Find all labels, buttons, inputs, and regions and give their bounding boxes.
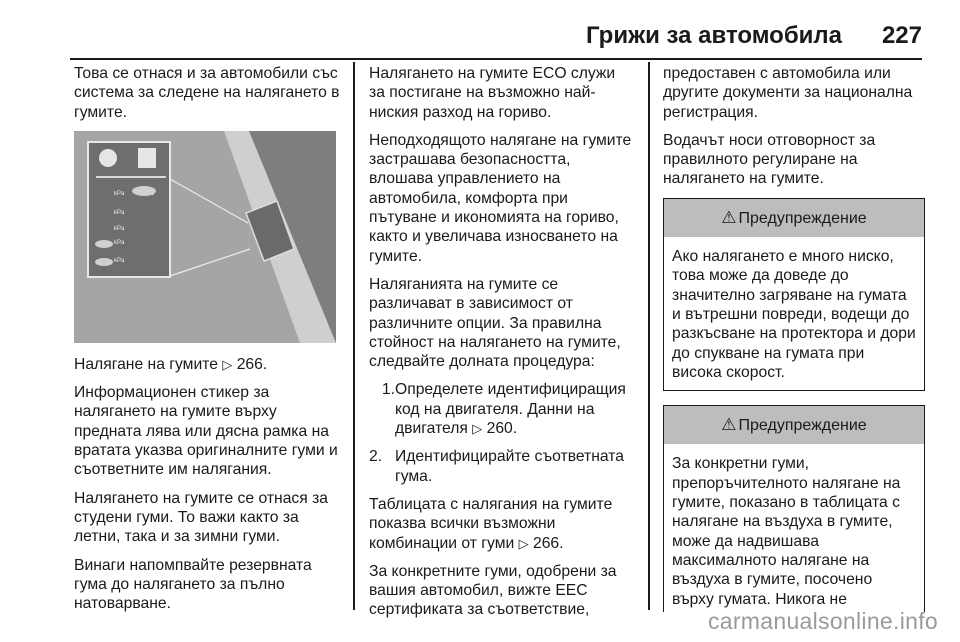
callout-line — [170, 249, 250, 276]
cold-tires-paragraph: Налягането на гумите се отнася за студени гуми. То важи както за летни, така и за зимни гуми. — [74, 489, 329, 546]
safety-paragraph: Неподходящото налягане на гумите застрашава безопасността, влошава управлението на автомобила, комфорта при пътуване и икономията на гориво, както и увеличава износването на гумите. — [369, 131, 632, 265]
eec-paragraph: За конкретните гуми, одобрени за вашия автомобил, вижте ЕЕС сертификата за съответствие, — [369, 562, 617, 619]
column-divider-2 — [648, 62, 650, 610]
column-divider-1 — [353, 62, 355, 610]
options-paragraph: Наляганията на гумите се различават в зависимост от различните опции. За правилна стойност на налягането на гумите, следвайте долната процедура: — [369, 275, 621, 371]
warning-body: За конкретни гуми, препоръчителното налягане на гумите, показано в таблицата с налягане на въздуха в гумите, може да надвишава максималното налягане на въздуха в гумите, посочено върху гумата. Никога не — [672, 455, 901, 608]
watermark: carmanualsonline.info — [707, 608, 938, 634]
intro-paragraph: Това се отнася и за автомобили със система за следене на налягането в гумите. — [74, 65, 340, 121]
eco-paragraph: Налягането на гумите ECO служи за постигане на възможно най-ниския разход на гориво. — [369, 65, 616, 121]
sticker-row-1: kPa — [114, 190, 125, 197]
page-reference-icon: ▷ — [222, 356, 233, 372]
warning-header: ⚠ Предупреждение — [664, 199, 924, 237]
page-reference-icon: ▷ — [518, 535, 529, 551]
page-title: Грижи за автомобила — [585, 22, 842, 49]
tire-sticker-photo — [74, 131, 336, 343]
warning-body: Ако налягането е много ниско, това може да доведе до значително загряване на гумата и вътрешни повреди, водещи до разкъсване на протектора и дори до спукване на гумата при висока скорост. — [672, 248, 916, 381]
car-icon — [95, 240, 113, 248]
sticker-row-4: kPa — [114, 239, 125, 246]
page-header — [0, 0, 960, 60]
procedure-step-1: 1.Определете идентифициращия код на двигателя. Данни на двигателя ▷ 260. — [381, 381, 626, 438]
warning-header: ⚠ Предупреждение — [664, 406, 924, 444]
door-frame-illustration — [74, 131, 336, 343]
procedure-list — [369, 380, 634, 485]
driver-responsibility-paragraph: Водачът носи отговорност за правилното регулиране на налягането на гумите. — [663, 131, 876, 188]
warning-triangle-icon: ⚠ — [721, 207, 737, 227]
manual-icon — [99, 149, 117, 167]
page-number: 227 — [881, 22, 922, 49]
header-divider — [70, 58, 922, 60]
warning-box-2 — [663, 405, 925, 612]
registration-paragraph: предоставен с автомобила или другите документи за национална регистрация. — [663, 65, 913, 121]
warning-triangle-icon: ⚠ — [721, 415, 737, 435]
callout-line — [170, 179, 248, 223]
table-paragraph: Таблицата с налягания на гумите показва всички възможни комбинации от гуми ▷ 266. — [369, 495, 613, 552]
sticker-row-5: kPa — [114, 257, 125, 264]
car-icon — [132, 186, 156, 196]
column-3 — [663, 64, 925, 626]
sticker-row-2: kPa — [114, 209, 125, 216]
sticker-row-3: kPa — [114, 225, 125, 232]
warning-box-1 — [663, 198, 925, 391]
spare-tire-paragraph: Винаги напомпвайте резервната гума до налягането за пълно натоварване. — [74, 556, 312, 613]
page-reference-icon: ▷ — [472, 421, 483, 437]
procedure-step-2: 2. Идентифицирайте съответната гума. — [369, 448, 625, 485]
figure-caption: Налягане на гумите ▷ 266. — [74, 355, 268, 373]
sticker-paragraph: Информационен стикер за налягането на гумите върху предната лява или дясна рамка на вратата указва оригиналните гуми и съответните им налягания. — [74, 384, 338, 479]
column-2 — [369, 64, 634, 629]
column-1 — [74, 64, 344, 622]
book-icon — [138, 148, 156, 168]
car-icon — [95, 258, 113, 266]
